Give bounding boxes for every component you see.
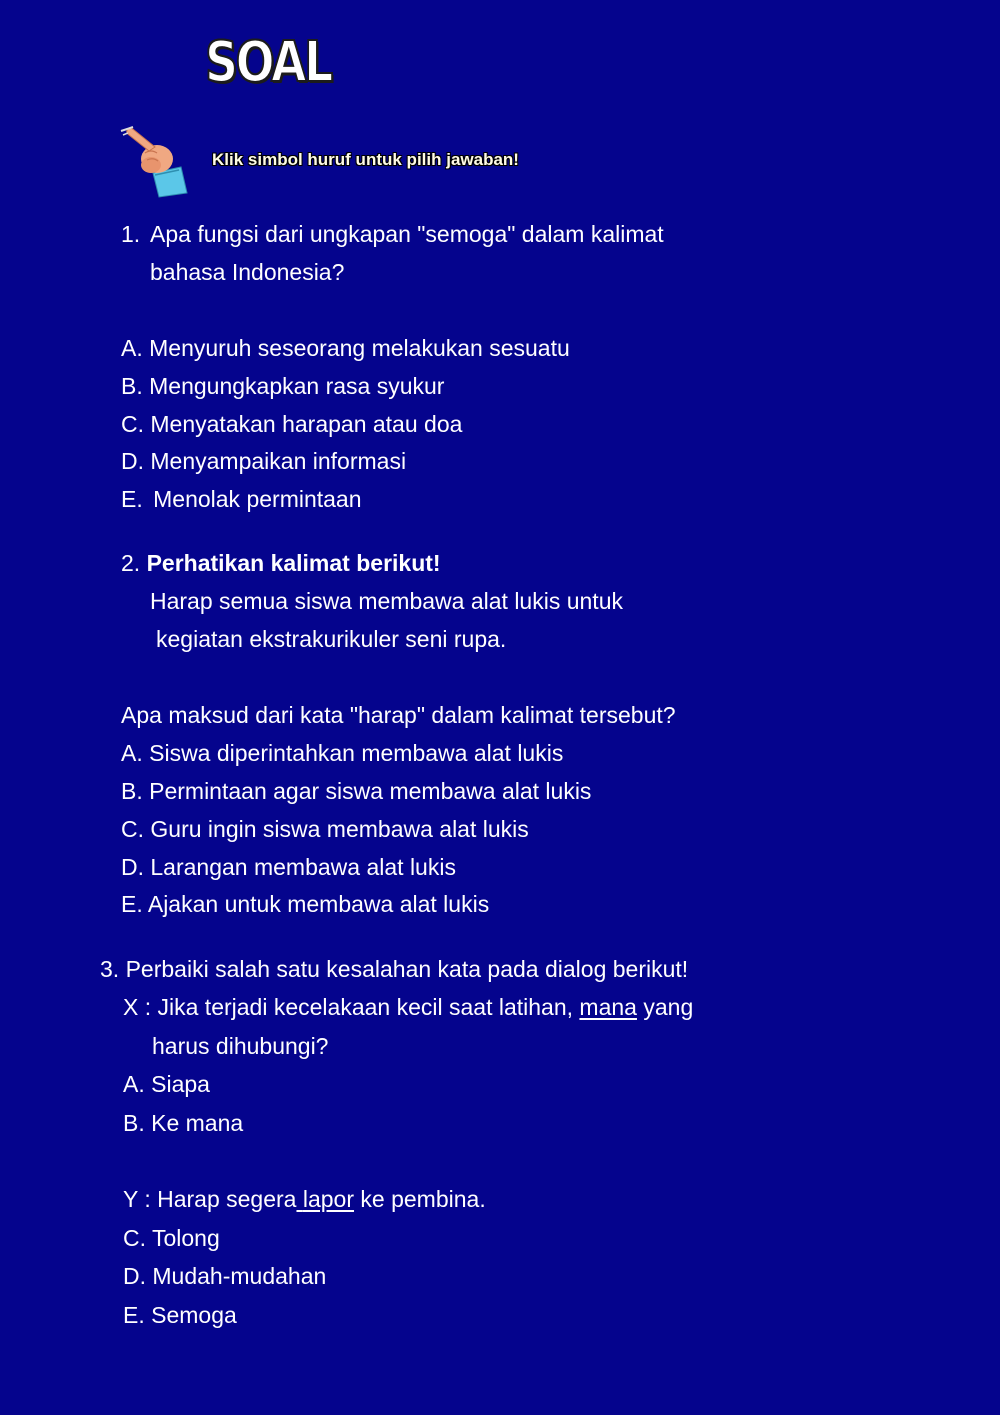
q1-option-d-letter[interactable]: D. bbox=[121, 448, 144, 474]
q3-option-b bbox=[123, 1108, 243, 1138]
q3-option-a-letter[interactable]: A. bbox=[123, 1071, 145, 1097]
q2-option-a bbox=[121, 738, 563, 768]
q2-option-a-text: Siswa diperintahkan membawa alat lukis bbox=[149, 740, 564, 766]
q2-option-d bbox=[121, 852, 456, 882]
q2-option-e-text: Ajakan untuk membawa alat lukis bbox=[147, 891, 490, 917]
q1-option-b-text: Mengungkapkan rasa syukur bbox=[149, 373, 445, 399]
q2-option-b bbox=[121, 776, 591, 806]
q3-option-d-text: Mudah-mudahan bbox=[152, 1263, 327, 1289]
q1-option-e-text: Menolak permintaan bbox=[153, 486, 362, 512]
q1-option-b bbox=[121, 371, 444, 401]
question-3-number: 3. bbox=[100, 956, 120, 982]
dialog-x-line2: harus dihubungi? bbox=[152, 1033, 329, 1059]
dialog-x-underlined-word: mana bbox=[579, 994, 637, 1020]
q3-option-c-text: Tolong bbox=[151, 1225, 220, 1251]
q3-option-a-text: Siapa bbox=[151, 1071, 210, 1097]
question-1-number: 1. bbox=[121, 221, 141, 247]
q3-option-d-letter[interactable]: D. bbox=[123, 1263, 146, 1289]
question-2-sentence-line1: Harap semua siswa membawa alat lukis untuk bbox=[150, 588, 623, 614]
q2-option-d-text: Larangan membawa alat lukis bbox=[150, 854, 456, 880]
question-3-instruction: Perbaiki salah satu kesalahan kata pada dialog berikut! bbox=[125, 956, 689, 982]
q2-option-c bbox=[121, 814, 529, 844]
q1-option-c-text: Menyatakan harapan atau doa bbox=[150, 411, 463, 437]
dialog-y-text-before: Harap segera bbox=[157, 1186, 297, 1212]
q2-option-e-letter[interactable]: E. bbox=[121, 891, 143, 917]
q1-option-e-letter[interactable]: E. bbox=[121, 486, 143, 512]
q1-option-a-text: Menyuruh seseorang melakukan sesuatu bbox=[149, 335, 570, 361]
pointing-hand-icon bbox=[115, 123, 195, 198]
dialog-y-speaker: Y : bbox=[123, 1186, 151, 1212]
q3-option-d bbox=[123, 1261, 326, 1291]
q2-option-c-text: Guru ingin siswa membawa alat lukis bbox=[150, 816, 529, 842]
q3-option-e bbox=[123, 1300, 237, 1330]
q3-option-e-letter[interactable]: E. bbox=[123, 1302, 145, 1328]
q2-option-d-letter[interactable]: D. bbox=[121, 854, 144, 880]
q3-option-c-letter[interactable]: C. bbox=[123, 1225, 146, 1251]
q2-option-a-letter[interactable]: A. bbox=[121, 740, 143, 766]
question-3-header bbox=[100, 954, 688, 984]
dialog-y-underlined-word: lapor bbox=[302, 1186, 355, 1212]
q1-option-c-letter[interactable]: C. bbox=[121, 411, 144, 437]
answer-instruction: Klik simbol huruf untuk pilih jawaban! bbox=[212, 150, 519, 169]
q1-option-b-letter[interactable]: B. bbox=[121, 373, 143, 399]
dialog-x-line1 bbox=[123, 992, 693, 1022]
question-2-text: Apa maksud dari kata "harap" dalam kalimat tersebut? bbox=[121, 702, 676, 728]
q2-option-b-text: Permintaan agar siswa membawa alat lukis bbox=[149, 778, 592, 804]
q3-option-c bbox=[123, 1223, 220, 1253]
question-2-heading: Perhatikan kalimat berikut! bbox=[146, 550, 441, 576]
question-1-text-line2: bahasa Indonesia? bbox=[150, 259, 345, 285]
dialog-y-text-after: ke pembina. bbox=[360, 1186, 486, 1212]
page-title: SOAL bbox=[205, 30, 331, 95]
q3-option-b-text: Ke mana bbox=[151, 1110, 244, 1136]
dialog-x-speaker: X : bbox=[123, 994, 152, 1020]
q2-option-e bbox=[121, 889, 489, 919]
dialog-y-line bbox=[123, 1184, 486, 1214]
q3-option-b-letter[interactable]: B. bbox=[123, 1110, 145, 1136]
dialog-x-text-after: yang bbox=[643, 994, 694, 1020]
q1-option-c bbox=[121, 409, 462, 439]
q2-option-b-letter[interactable]: B. bbox=[121, 778, 143, 804]
q3-option-a bbox=[123, 1069, 210, 1099]
question-2-sentence-line2: kegiatan ekstrakurikuler seni rupa. bbox=[156, 626, 507, 652]
question-2-number: 2. bbox=[121, 550, 141, 576]
q3-option-e-text: Semoga bbox=[151, 1302, 237, 1328]
dialog-x-text-before: Jika terjadi kecelakaan kecil saat latihan, bbox=[157, 994, 574, 1020]
q1-option-d-text: Menyampaikan informasi bbox=[150, 448, 407, 474]
question-2-header bbox=[121, 548, 441, 578]
q2-option-c-letter[interactable]: C. bbox=[121, 816, 144, 842]
question-1-text-line1: Apa fungsi dari ungkapan "semoga" dalam kalimat bbox=[150, 221, 664, 247]
q1-option-a bbox=[121, 333, 570, 363]
q1-option-d bbox=[121, 446, 406, 476]
q1-option-e bbox=[121, 484, 362, 514]
q1-option-a-letter[interactable]: A. bbox=[121, 335, 143, 361]
